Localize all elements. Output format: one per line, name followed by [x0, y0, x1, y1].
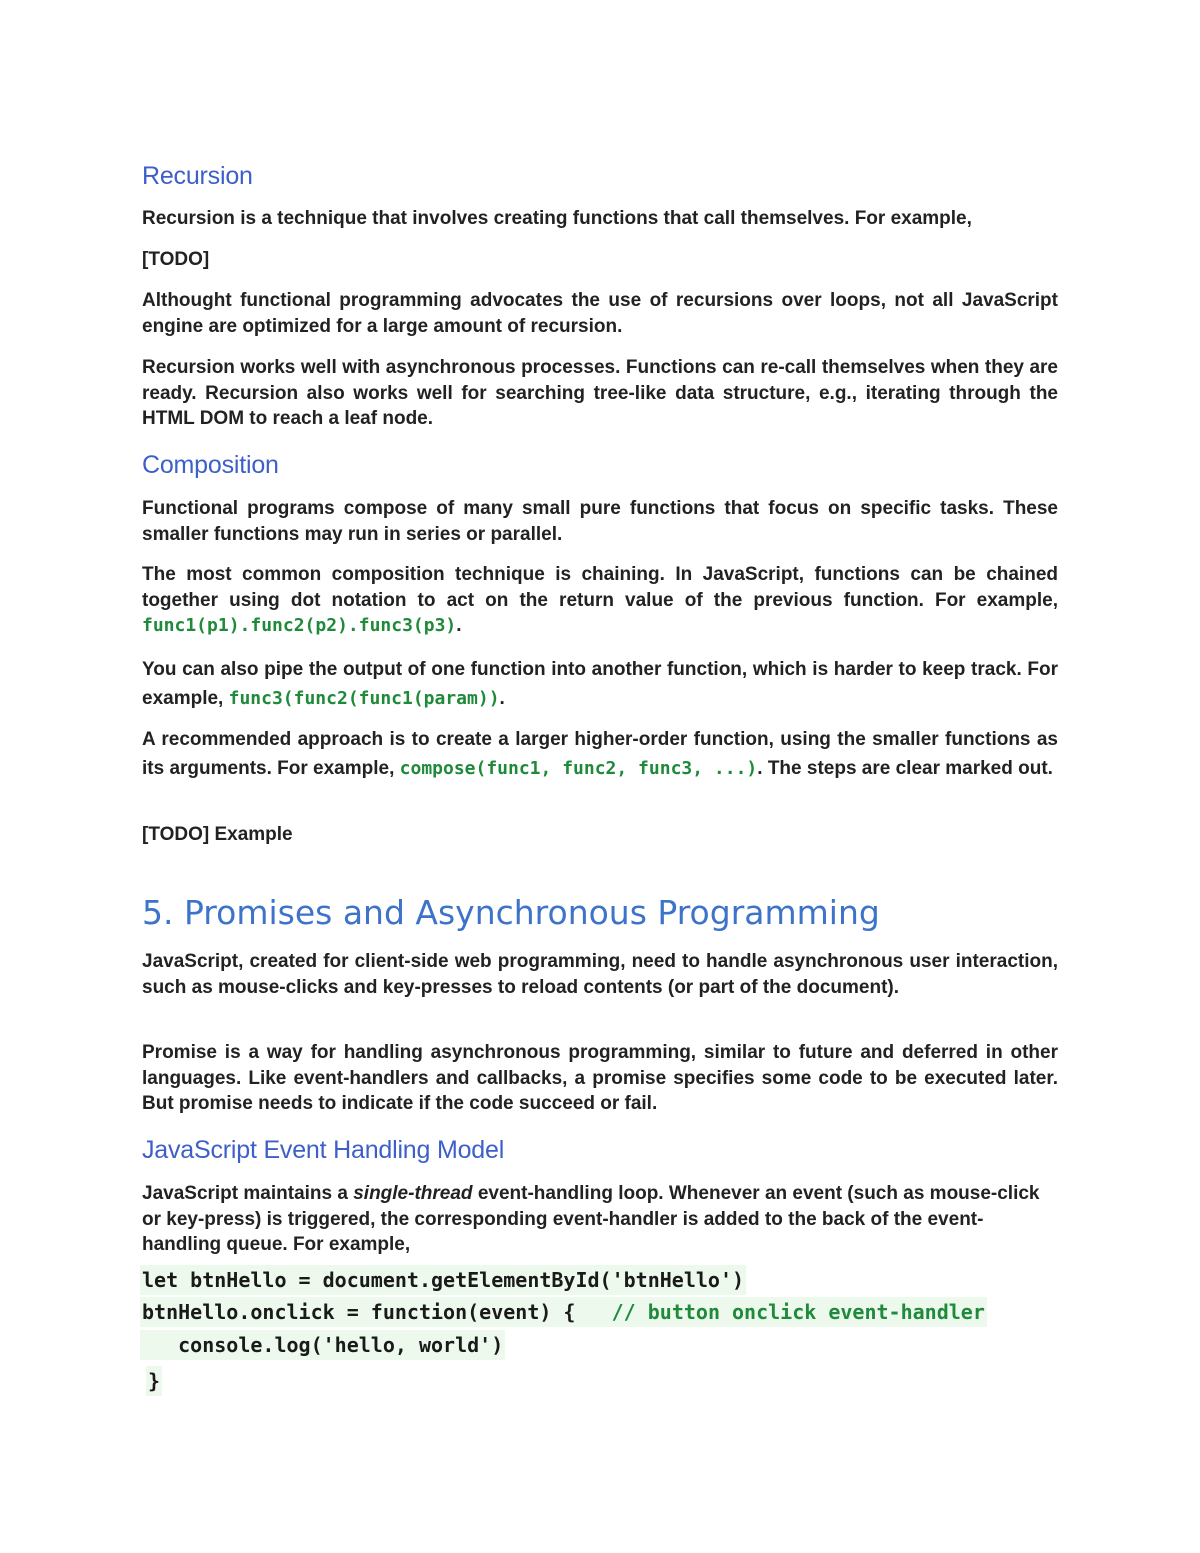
section-5-heading: 5. Promises and Asynchronous Programming	[142, 893, 880, 932]
composition-todo-example: [TODO] Example	[142, 824, 293, 845]
code-line-2	[140, 1297, 987, 1327]
event-model-heading: JavaScript Event Handling Model	[142, 1136, 505, 1164]
recursion-paragraph-3: Recursion works well with asynchronous processes. Functions can re-call themselves when they are ready. Recursion also works well for searching tree-like data structure, e.g., iterating through the HTML DOM to reach a leaf node.	[142, 357, 1058, 429]
event-model-text-after: event-handling loop. Whenever an event (such as mouse-click or key-press) is triggered, the corresponding event-handler is added to the back of the event-handling queue. For example,	[142, 1183, 1040, 1255]
recursion-heading: Recursion	[142, 162, 253, 190]
event-model-text-before: JavaScript maintains a	[142, 1183, 348, 1204]
composition-heading: Composition	[142, 451, 279, 479]
composition-paragraph-4-end: . The steps are clear marked out.	[757, 758, 1053, 779]
recursion-paragraph-1: Recursion is a technique that involves creating functions that call themselves. For example,	[142, 208, 972, 229]
composition-paragraph-4-text: A recommended approach is to create a larger higher-order function, using the smaller functions as its arguments. For example,	[142, 729, 1058, 779]
composition-paragraph-1: Functional programs compose of many small pure functions that focus on specific tasks. These smaller functions may run in series or parallel.	[142, 498, 1058, 545]
composition-paragraph-3-text: You can also pipe the output of one function into another function, which is harder to keep track. For example,	[142, 659, 1058, 709]
composition-paragraph-4	[142, 725, 1058, 783]
event-model-paragraph	[142, 1181, 1058, 1258]
chaining-code-example: func1(p1).func2(p2).func3(p3)	[142, 615, 457, 636]
code-line-2-code: btnHello.onclick = function(event) {	[142, 1300, 612, 1324]
code-line-4: }	[146, 1366, 162, 1396]
pipe-code-example: func3(func2(func1(param))	[228, 688, 500, 709]
code-line-2-comment: // button onclick event-handler	[611, 1300, 985, 1324]
single-thread-emphasis: single-thread	[353, 1183, 473, 1204]
compose-code-example: compose(func1, func2, func3, ...)	[399, 758, 758, 779]
composition-paragraph-2	[142, 562, 1058, 639]
composition-paragraph-2-text: The most common composition technique is chaining. In JavaScript, functions can be chained together using dot notation to act on the return value of the previous function. For example,	[142, 564, 1058, 611]
recursion-paragraph-2: Althought functional programming advocates the use of recursions over loops, not all JavaScript engine are optimized for a large amount of recursion.	[142, 290, 1058, 337]
composition-paragraph-3-end: .	[499, 688, 505, 709]
composition-paragraph-2-end: .	[456, 615, 462, 636]
recursion-todo: [TODO]	[142, 249, 210, 270]
code-line-1: let btnHello = document.getElementById('btnHello')	[140, 1265, 746, 1295]
section-5-paragraph-1: JavaScript, created for client-side web programming, need to handle asynchronous user interaction, such as mouse-clicks and key-presses to reload contents (or part of the document).	[142, 951, 1058, 998]
code-line-3: console.log('hello, world')	[140, 1330, 505, 1360]
composition-paragraph-3	[142, 655, 1058, 713]
section-5-paragraph-2: Promise is a way for handling asynchronous programming, similar to future and deferred in other languages. Like event-handlers and callbacks, a promise specifies some code to be executed later. But promise needs to indicate if the code succeed or fail.	[142, 1042, 1058, 1114]
